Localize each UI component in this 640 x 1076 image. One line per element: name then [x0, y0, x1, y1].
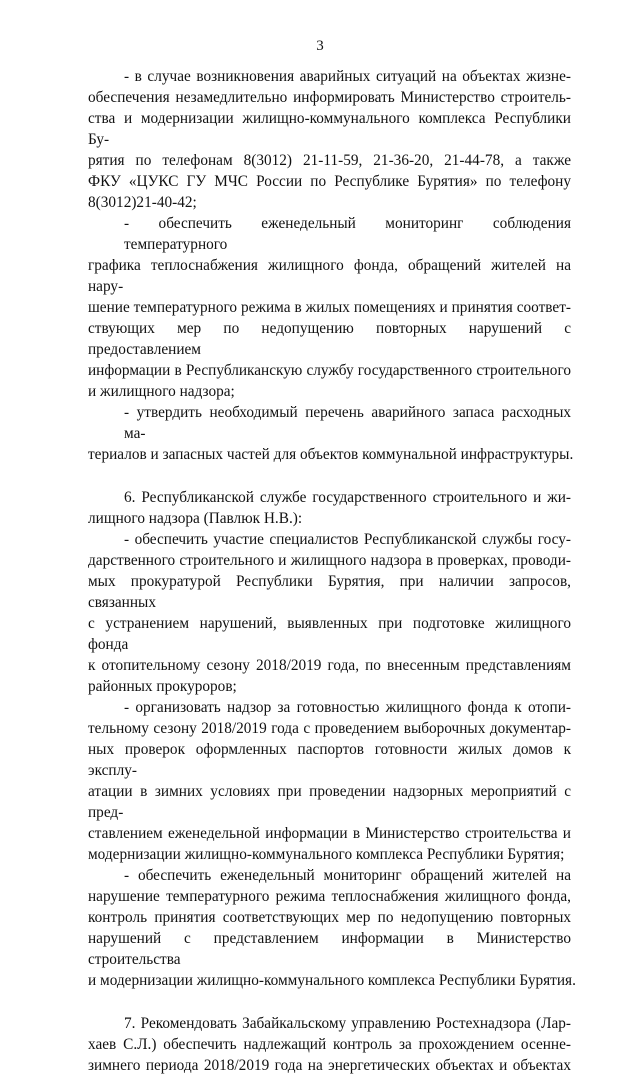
text-line: графика теплоснабжения жилищного фонда, обращений жителей на нару-	[88, 257, 571, 295]
text-line: лищного надзора (Павлюк Н.В.):	[88, 510, 303, 527]
text-line: 8(3012)21-40-42;	[88, 194, 197, 211]
paragraph-emergency-stock	[88, 402, 574, 465]
page-number: 3	[316, 38, 324, 54]
paragraph-emergency-reporting	[88, 66, 571, 213]
text-line: контроль принятия соответствующих мер по недопущению повторных	[88, 909, 571, 926]
text-line: - в случае возникновения аварийных ситуаций на объектах жизне-	[124, 68, 571, 85]
text-line: зимнего периода 2018/2019 года на энергетических объектах и объектах	[88, 1057, 571, 1074]
section-7-paragraph	[88, 1013, 571, 1076]
paragraph-inspections	[88, 529, 571, 697]
text-line: - утвердить необходимый перечень аварийного запаса расходных ма-	[124, 404, 571, 442]
text-line: атации в зимних условиях при проведении надзорных мероприятий с пред-	[88, 783, 571, 821]
text-line: информации в Республиканскую службу государственного строительного	[88, 362, 571, 379]
text-line: и жилищного надзора;	[88, 383, 235, 400]
text-line: - обеспечить еженедельный мониторинг обращений жителей на	[124, 867, 571, 884]
text-line: ствующих мер по недопущению повторных нарушений с предоставлением	[88, 320, 571, 358]
text-line: 6. Республиканской службе государственного строительного и жи-	[124, 489, 571, 506]
text-line: мых прокуратурой Республики Бурятия, при наличии запросов, связанных	[88, 573, 571, 611]
text-line: дарственного строительного и жилищного надзора в проверках, проводи-	[88, 552, 571, 569]
section-6-heading	[88, 487, 571, 529]
text-line: с устранением нарушений, выявленных при подготовке жилищного фонда	[88, 615, 571, 653]
paragraph-readiness-supervision	[88, 697, 571, 865]
text-line: тельному сезону 2018/2019 года с проведением выборочных документар-	[88, 720, 571, 737]
paragraph-complaints-monitoring	[88, 865, 576, 991]
text-line: обеспечения незамедлительно информировать Министерство строитель-	[88, 89, 571, 106]
text-line: модернизации жилищно-коммунального комплекса Республики Бурятия;	[88, 846, 565, 863]
text-line: - обеспечить участие специалистов Республиканской службы госу-	[124, 531, 571, 548]
paragraph-gap	[88, 991, 571, 1013]
text-line: нарушение температурного режима теплоснабжения жилищного фонда,	[88, 888, 571, 905]
text-line: рятия по телефонам 8(3012) 21-11-59, 21-36-20, 21-44-78, а также	[88, 152, 571, 169]
paragraph-gap	[88, 465, 571, 487]
text-line: ных проверок оформленных паспортов готовности жилых домов к эксплу-	[88, 741, 571, 779]
text-line: шение температурного режима в жилых помещениях и принятия соответ-	[88, 299, 571, 316]
text-line: 7. Рекомендовать Забайкальскому управлению Ростехнадзора (Лар-	[124, 1015, 571, 1032]
text-line: районных прокуроров;	[88, 678, 237, 695]
text-line: хаев С.Л.) обеспечить надлежащий контроль за прохождением осенне-	[88, 1036, 571, 1053]
text-line: териалов и запасных частей для объектов коммунальной инфраструктуры.	[88, 446, 574, 463]
text-line: - организовать надзор за готовностью жилищного фонда к отопи-	[124, 699, 571, 716]
text-line: к отопительному сезону 2018/2019 года, по внесенным представлениям	[88, 657, 571, 674]
text-line: ФКУ «ЦУКС ГУ МЧС России по Республике Бурятия» по телефону	[88, 173, 571, 190]
document-body	[88, 66, 576, 1076]
paragraph-temperature-monitoring	[88, 213, 571, 402]
text-line: - обеспечить еженедельный мониторинг соблюдения температурного	[124, 215, 571, 253]
text-line: ства и модернизации жилищно-коммунального комплекса Республики Бу-	[88, 110, 571, 148]
text-line: ставлением еженедельной информации в Министерство строительства и	[88, 825, 571, 842]
text-line: нарушений с представлением информации в Министерство строительства	[88, 930, 571, 968]
text-line: и модернизации жилищно-коммунального комплекса Республики Бурятия.	[88, 972, 576, 989]
